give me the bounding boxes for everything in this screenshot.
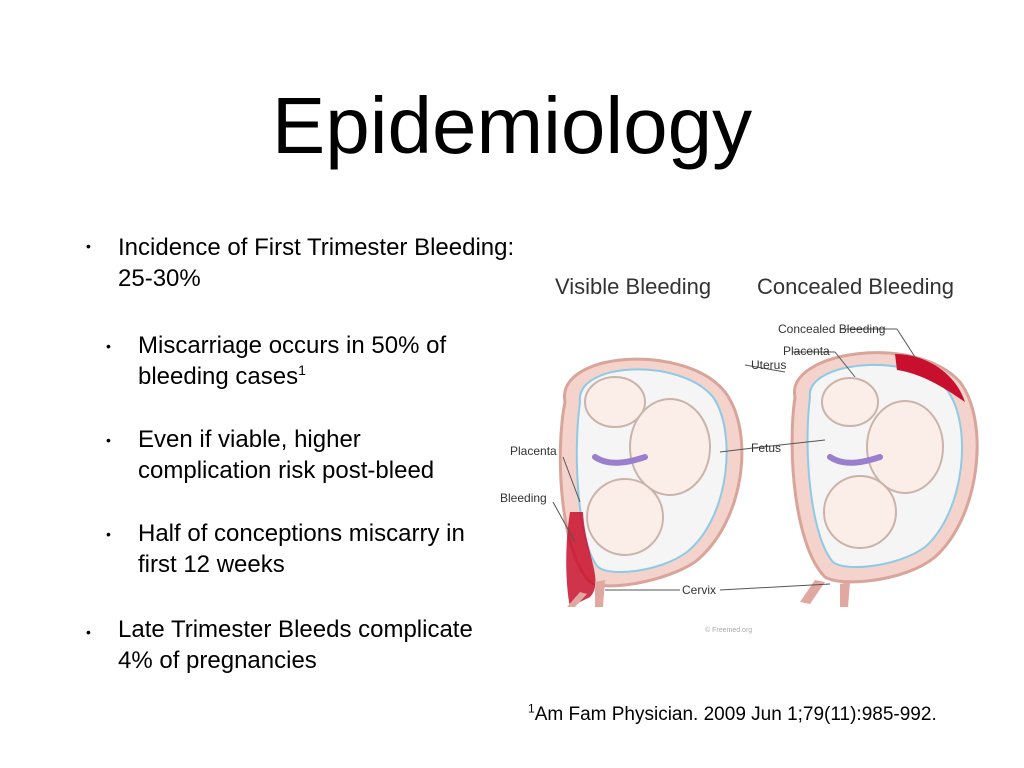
label-uterus: Uterus	[751, 358, 787, 372]
bullet-marker: •	[106, 526, 111, 542]
bullet-half-conceptions: Half of conceptions miscarry in first 12 weeks	[138, 520, 465, 578]
right-uterus	[792, 353, 977, 607]
label-bleeding: Bleeding	[500, 491, 547, 505]
bullet-marker: •	[106, 432, 111, 448]
bullet-incidence: Incidence of First Trimester Bleeding: 25-30%	[118, 234, 515, 292]
label-concealed-bleeding: Concealed Bleeding	[778, 322, 886, 336]
reference-marker: 1	[528, 701, 535, 716]
figure-heading-concealed: Concealed Bleeding	[757, 274, 954, 299]
bullet-marker: •	[86, 238, 91, 254]
footnote-marker: 1	[298, 362, 306, 378]
bullet-late-trimester: Late Trimester Bleeds complicate 4% of pregnancies	[118, 616, 473, 674]
label-placenta-right: Placenta	[783, 344, 830, 358]
reference	[528, 701, 937, 726]
label-placenta-left: Placenta	[510, 444, 557, 458]
bullet-viable: Even if viable, higher complication risk post-bleed	[138, 426, 435, 484]
bullet-miscarriage-text: Miscarriage occurs in 50% of bleeding cases	[138, 332, 447, 390]
placental-abruption-figure	[495, 262, 995, 652]
figure-credit: © Freemed.org	[705, 627, 753, 634]
bullet-miscarriage	[138, 330, 488, 392]
bullet-marker: •	[106, 338, 111, 354]
label-fetus: Fetus	[751, 441, 782, 455]
label-cervix: Cervix	[682, 583, 717, 597]
figure-heading-visible: Visible Bleeding	[555, 274, 712, 299]
reference-text: Am Fam Physician. 2009 Jun 1;79(11):985-992.	[534, 704, 937, 725]
bullet-marker: •	[86, 624, 91, 640]
slide-title: Epidemiology	[271, 81, 753, 170]
left-uterus	[560, 359, 742, 607]
